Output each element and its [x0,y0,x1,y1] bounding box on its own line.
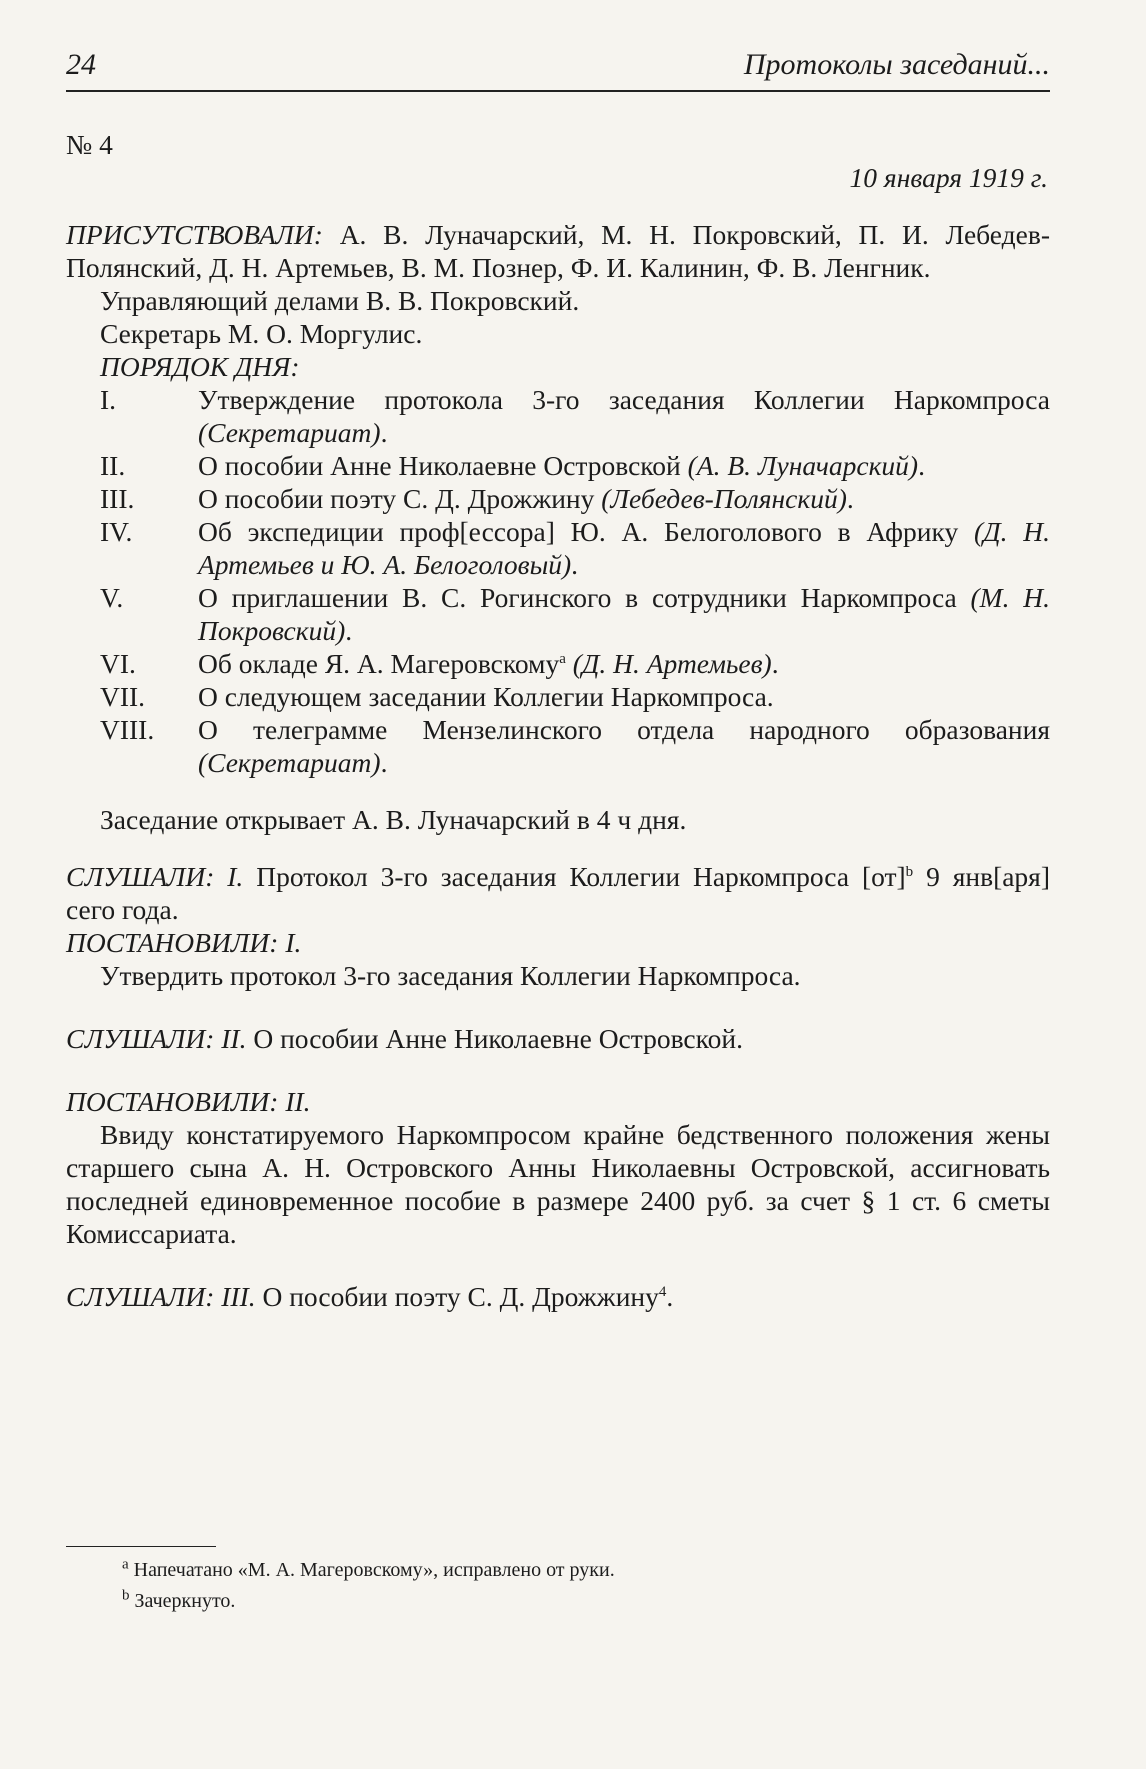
agenda-item [100,713,1050,779]
footnote-mark: b [122,1587,130,1604]
agenda-item-end: . [380,747,388,778]
main-text [66,128,1050,1313]
resolved-2-label: ПОСТАНОВИЛИ: II. [66,1086,311,1117]
heard-2-text: О пособии Анне Николаевне Островской. [246,1023,743,1054]
agenda-item [100,383,1050,449]
heard-1-text: Протокол 3-го заседания Коллегии Наркомпроса [от] [243,861,906,892]
agenda-item-end: . [846,483,854,514]
opening-line: Заседание открывает А. В. Луначарский в 4 ч дня. [100,804,687,835]
agenda-item-number: VII. [100,681,146,712]
footnote-mark: a [559,650,566,667]
agenda-item-end: . [918,450,925,481]
agenda-item-number: VIII. [100,714,155,745]
page-number: 24 [66,48,96,81]
agenda-item-end: . [571,549,578,580]
agenda-item-end: . [771,648,779,679]
heard-3-text: О пособии поэту С. Д. Дрожжину [255,1281,659,1312]
page-header [66,44,1050,92]
footnote-text: Зачеркнуто. [129,1590,236,1612]
agenda-item-number: I. [100,384,117,415]
agenda-item-speaker: (Секретариат) [198,417,381,448]
agenda-item-number: VI. [100,648,136,679]
agenda-item-text: О следующем заседании Коллегии Наркомпроса. [198,681,774,712]
agenda-item-text: О телеграмме Мензелинского отдела народного образования [198,714,1050,745]
agenda-item-end: . [380,417,388,448]
agenda-item-speaker: (А. В. Луначарский) [687,450,919,481]
footnote-mark: a [122,1556,129,1573]
agenda-label: ПОРЯДОК ДНЯ: [100,351,300,382]
resolved-2-text: Ввиду констатируемого Наркомпросом крайне бедственного положения жены старшего сына А. Н. Островского Анны Николаевны Островской, ассигновать последней единовременное пособие в размере 2400 руб. за счет § 1 ст. 6 сметы Комиссариата. [66,1119,1050,1249]
agenda-item-text: Утверждение протокола 3-го заседания Коллегии Наркомпроса [198,384,1050,415]
agenda-item [100,449,1050,482]
agenda-item-number: II. [100,450,126,481]
footnote-text: Напечатано «М. А. Магеровскому», исправлено от руки. [128,1559,615,1581]
footnote-mark: 4 [658,1283,667,1300]
agenda-item [100,680,1050,713]
attendees-label: ПРИСУТСТВОВАЛИ: [66,219,323,250]
agenda-item [100,581,1050,647]
heard-3-label: СЛУШАЛИ: III. [66,1281,256,1312]
agenda-item-text: О пособии Анне Николаевне Островской [198,450,688,481]
running-title: Протоколы заседаний... [743,48,1050,81]
heard-2-label: СЛУШАЛИ: II. [66,1023,247,1054]
agenda-item [100,482,1050,515]
manager-line: Управляющий делами В. В. Покровский. [100,285,580,316]
footnote-b [66,1586,1050,1617]
heard-1 [66,860,1050,926]
agenda-item-speaker: (Д. Н. Артемьев) [565,648,772,679]
heard-3-end: . [666,1281,674,1312]
heard-3 [66,1280,1050,1313]
agenda-item-number: IV. [100,516,133,547]
secretary-line: Секретарь М. О. Моргулис. [100,318,423,349]
resolved-1-text: Утвердить протокол 3-го заседания Коллегии Наркомпроса. [100,960,801,991]
agenda-item [100,515,1050,581]
agenda-item-end: . [345,615,353,646]
agenda-item-speaker: (Д. Н. Артемьев и Ю. А. Белоголовый) [198,516,1051,580]
agenda-item-text: Об экспедиции проф[ессора] Ю. А. Белоголового в Африку [198,516,974,547]
heard-2 [66,1022,1050,1055]
footnote-divider [66,1546,216,1547]
footnote-mark: b [905,863,914,880]
agenda-item-number: V. [100,582,124,613]
agenda-item-speaker: (Лебедев-Полянский) [601,483,847,514]
agenda-item-text: О пособии поэту С. Д. Дрожжину [198,483,602,514]
heard-1-label: СЛУШАЛИ: I. [66,861,244,892]
document-date: 10 января 1919 г. [849,162,1048,193]
agenda-item [100,647,1050,680]
resolved-1-label: ПОСТАНОВИЛИ: I. [66,927,302,958]
agenda-item-text: О приглашении В. С. Рогинского в сотрудники Наркомпроса [198,582,971,613]
attendees-paragraph [66,218,1050,284]
agenda-list [100,383,1050,779]
heard-1-text-end: 9 янв[аря] сего года. [66,861,1050,925]
footnote-a [66,1555,1050,1586]
agenda-item-text: Об окладе Я. А. Магеровскому [198,648,560,679]
attendees-list: А. В. Луначарский, М. Н. Покровский, П. И. Лебедев-Полянский, Д. Н. Артемьев, В. М. Познер, Ф. И. Калинин, Ф. В. Ленгник. [66,219,1050,283]
footnotes [66,1546,1050,1617]
agenda-item-speaker: (Секретариат) [198,747,381,778]
agenda-item-speaker: (М. Н. Покровский) [198,582,1050,646]
document-number: № 4 [66,129,113,160]
agenda-item-number: III. [100,483,135,514]
document-heading [66,128,1050,194]
